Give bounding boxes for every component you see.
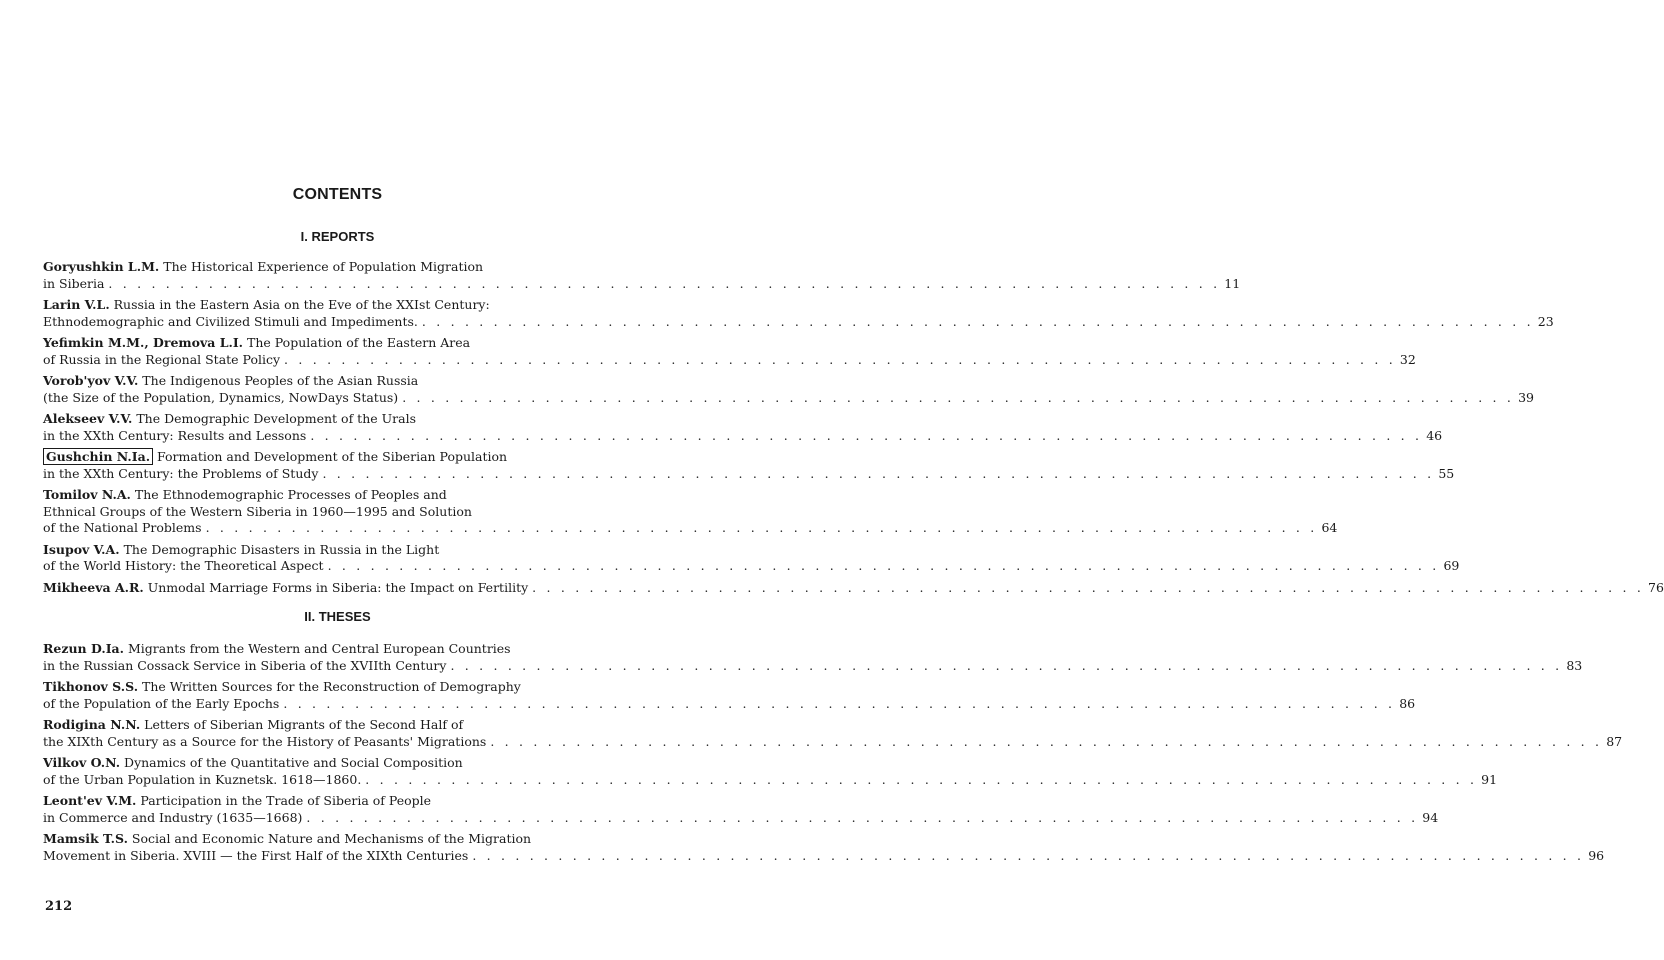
entry-title-line: in Commerce and Industry (1635—1668) [43, 809, 303, 825]
entry-page-number: 87 [1606, 733, 1623, 749]
entry-title-line: Migrants from the Western and Central European Countries [124, 641, 511, 656]
section-heading-theses: II. THESES [304, 609, 371, 624]
dot-leader [402, 390, 1514, 405]
toc-entry [43, 487, 1338, 537]
dot-leader [365, 772, 1477, 787]
toc-entry [43, 717, 1623, 750]
entry-title-line: in the Russian Cossack Service in Siberia of the XVIIth Century [43, 657, 447, 673]
entry-page-number: 76 [1648, 579, 1664, 595]
dot-leader [306, 810, 1418, 825]
entry-title-line: of the World History: the Theoretical Aspect [43, 558, 324, 573]
entry-title-line: The Written Sources for the Reconstruction of Demography [138, 679, 521, 694]
section-heading-reports: I. REPORTS [300, 229, 375, 244]
dot-leader [108, 276, 1220, 291]
dot-leader [532, 580, 1644, 595]
entry-title-line: The Ethnodemographic Processes of Peoples and [130, 487, 447, 502]
toc-entry [43, 411, 1443, 444]
entry-title-line: Participation in the Trade of Siberia of People [136, 793, 432, 808]
entry-title-line: The Demographic Development of the Urals [132, 411, 416, 426]
toc-entry [43, 297, 1554, 330]
toc-entry [43, 793, 1439, 826]
entry-author: Tikhonov S.S. [43, 679, 139, 694]
entry-title-line: The Historical Experience of Population Migration [159, 259, 484, 274]
reports-list [43, 259, 1664, 601]
entry-author: Larin V.L. [43, 297, 110, 312]
entry-title-line: in Siberia [43, 275, 105, 291]
toc-entry [43, 259, 1241, 292]
page-number: 212 [45, 899, 73, 914]
entry-author: Mikheeva A.R. [43, 579, 144, 595]
toc-entry [43, 449, 1455, 482]
entry-page-number: 64 [1321, 520, 1338, 535]
entry-author: Alekseev V.V. [43, 411, 133, 426]
theses-list [43, 641, 1623, 869]
dot-leader [284, 352, 1396, 367]
dot-leader [472, 848, 1584, 863]
entry-page-number: 83 [1566, 657, 1583, 673]
entry-title-line: The Indigenous Peoples of the Asian Russia [138, 373, 419, 388]
dot-leader [328, 558, 1440, 573]
entry-page-number: 86 [1399, 695, 1416, 711]
entry-title-line: in the XXth Century: the Problems of Study [43, 465, 319, 481]
entry-title-line: in the XXth Century: Results and Lessons [43, 427, 307, 443]
entry-title-line: Letters of Siberian Migrants of the Second Half of [140, 717, 464, 732]
toc-entry [43, 641, 1583, 674]
entry-author: Rezun D.Ia. [43, 641, 125, 656]
toc-entry [43, 831, 1605, 864]
entry-page-number: 32 [1399, 351, 1416, 367]
page-title: CONTENTS [292, 186, 383, 203]
entry-author: Vilkov O.N. [43, 755, 121, 770]
entry-author: Rodigina N.N. [43, 717, 141, 732]
dot-leader [422, 314, 1534, 329]
toc-entry [43, 579, 1664, 597]
dot-leader [490, 734, 1602, 749]
toc-entry [43, 679, 1416, 712]
dot-leader [310, 428, 1422, 443]
entry-author: Goryushkin L.M. [43, 259, 160, 274]
entry-title-line: Dynamics of the Quantitative and Social Composition [120, 755, 463, 770]
entry-author: Gushchin N.Ia. [43, 448, 153, 465]
entry-page-number: 69 [1443, 558, 1460, 573]
entry-title-line: Ethnical Groups of the Western Siberia in 1960—1995 and Solution [43, 503, 472, 519]
entry-title-line: Social and Economic Nature and Mechanisms of the Migration [127, 831, 532, 846]
entry-title-line: of the National Problems [43, 520, 202, 535]
entry-title-line: the XIXth Century as a Source for the History of Peasants' Migrations [43, 733, 487, 749]
entry-page-number: 94 [1422, 809, 1439, 825]
entry-title-line: The Demographic Disasters in Russia in the Light [119, 541, 440, 557]
entry-page-number: 46 [1426, 427, 1443, 443]
entry-page-number: 11 [1224, 275, 1241, 291]
entry-title-line: of the Urban Population in Kuznetsk. 1618—1860. [43, 771, 362, 787]
entry-title-line: Movement in Siberia. XVIII — the First Half of the XIXth Centuries [43, 847, 469, 863]
dot-leader [322, 466, 1434, 481]
entry-title-line: Formation and Development of the Siberian Population [153, 449, 508, 464]
entry-title-line: (the Size of the Population, Dynamics, NowDays Status) [43, 389, 399, 405]
entry-page-number: 96 [1588, 847, 1605, 863]
entry-author: Tomilov N.A. [43, 487, 131, 502]
toc-entry [43, 755, 1498, 788]
toc-entry [43, 335, 1416, 368]
entry-author: Leont'ev V.M. [43, 793, 137, 808]
entry-title-line: Ethnodemographic and Civilized Stimuli and Impediments. [43, 313, 418, 329]
entry-author: Vorob'yov V.V. [43, 373, 139, 388]
entry-author: Isupov V.A. [43, 541, 120, 557]
entry-page-number: 23 [1537, 313, 1554, 329]
dot-leader [206, 520, 1318, 535]
entry-title-line: of Russia in the Regional State Policy [43, 351, 281, 367]
entry-title-line: The Population of the Eastern Area [243, 335, 471, 350]
toc-entry [43, 373, 1534, 406]
dot-leader [450, 658, 1562, 673]
entry-page-number: 91 [1481, 771, 1498, 787]
entry-page-number: 55 [1438, 465, 1455, 481]
entry-page-number: 39 [1518, 389, 1534, 405]
entry-title-line: Unmodal Marriage Forms in Siberia: the Impact on Fertility [143, 579, 529, 595]
entry-author: Mamsik T.S. [43, 831, 128, 846]
dot-leader [283, 696, 1395, 711]
entry-title-line: of the Population of the Early Epochs [43, 695, 280, 711]
entry-author: Yefimkin M.M., Dremova L.I. [43, 335, 244, 350]
entry-title-line: Russia in the Eastern Asia on the Eve of the XXIst Century: [109, 297, 490, 312]
toc-entry [43, 541, 1460, 575]
